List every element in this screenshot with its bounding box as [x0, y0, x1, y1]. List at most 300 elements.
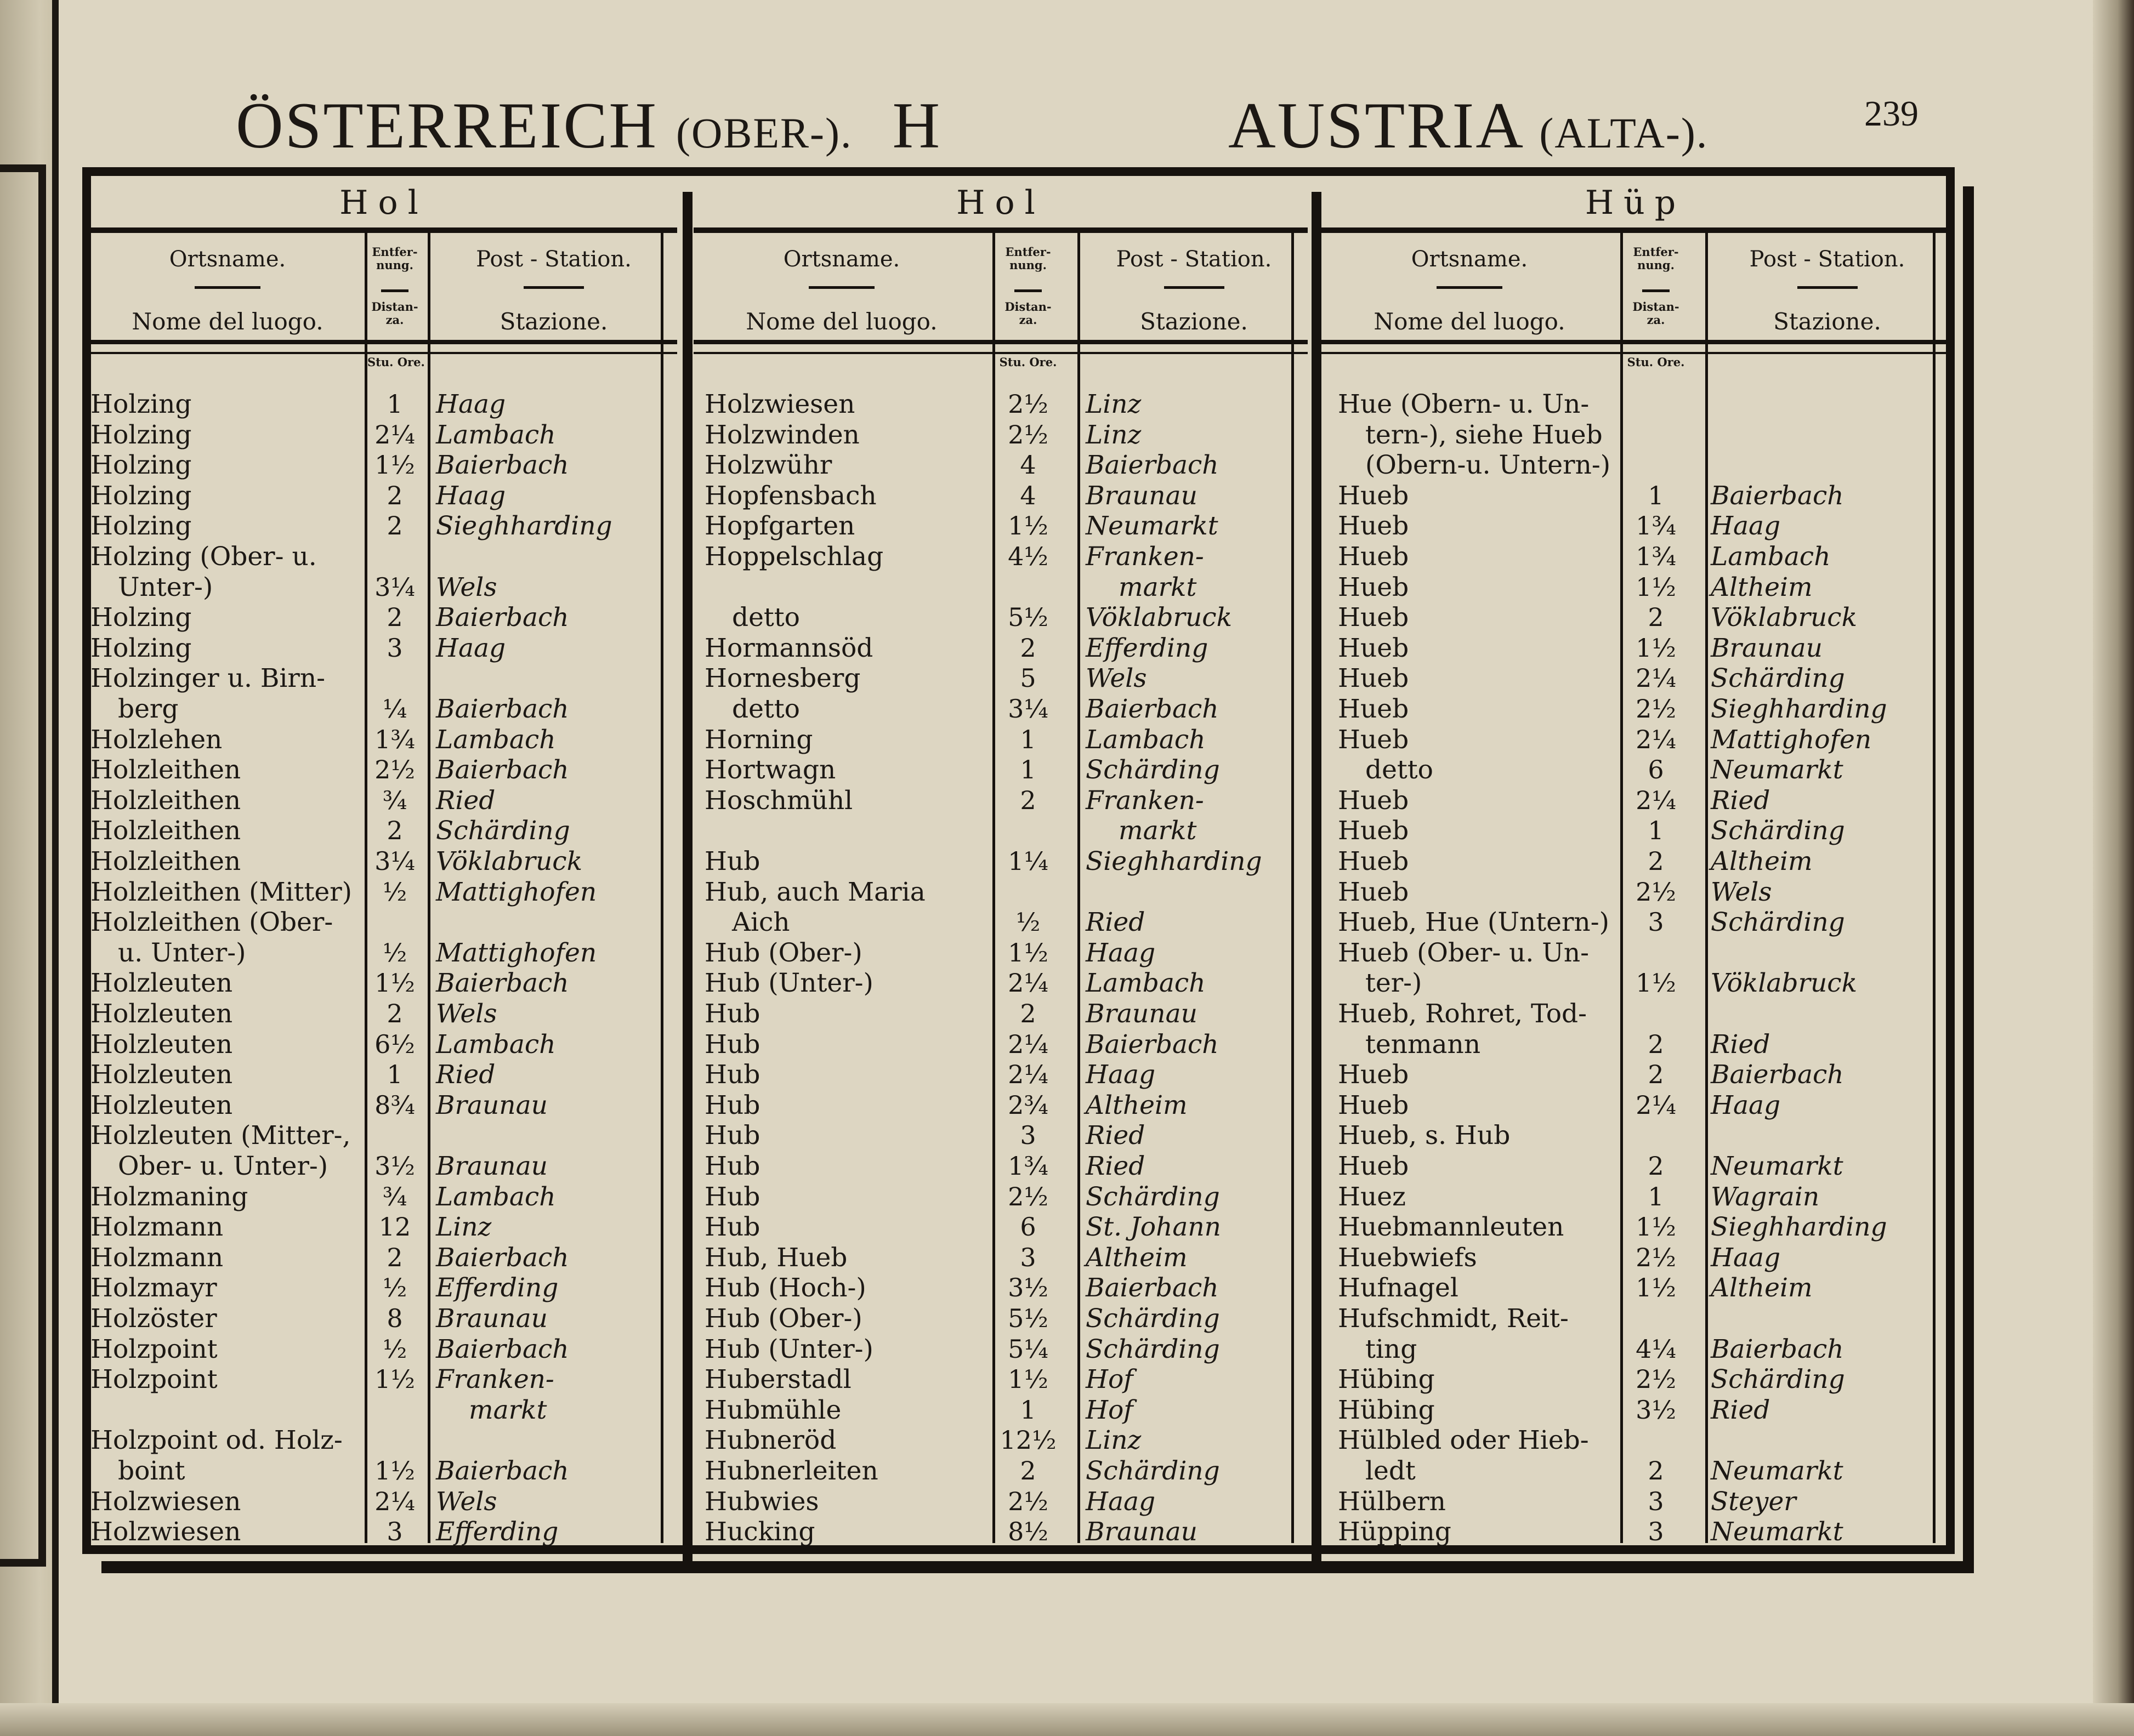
- distance: 1: [1648, 480, 1664, 510]
- place-name: Holzing (Ober- u.: [90, 542, 317, 572]
- header-letter: H: [892, 89, 942, 162]
- header-underline: [1437, 286, 1502, 289]
- place-name: Holzing: [90, 389, 192, 419]
- place-name: Hucking: [705, 1517, 815, 1547]
- place-name: Hopfgarten: [705, 511, 855, 542]
- distance: 3: [1648, 1517, 1664, 1547]
- place-name: tenmann: [1365, 1029, 1481, 1060]
- table-row: [694, 450, 1308, 480]
- table-row: [90, 938, 677, 968]
- post-station: Ried: [436, 1060, 496, 1090]
- distance: 5: [1020, 663, 1036, 693]
- distance: 2¼: [1008, 968, 1048, 998]
- post-station: Baierbach: [436, 694, 569, 724]
- distance: 8¾: [374, 1090, 415, 1120]
- post-station: Baierbach: [1711, 480, 1844, 511]
- place-name: Holzmann: [90, 1242, 224, 1273]
- table-row: [90, 1120, 677, 1151]
- table-row: [90, 1060, 677, 1090]
- place-name: Hue (Obern- u. Un-: [1338, 389, 1590, 419]
- distance: 2: [387, 816, 403, 846]
- header-nome-del-luogo: Nome del luogo.: [132, 308, 323, 335]
- post-station: Neumarkt: [1711, 1456, 1843, 1486]
- table-row: [90, 1487, 677, 1517]
- place-name: Hub: [705, 1120, 760, 1151]
- header-underline: [524, 286, 584, 289]
- post-station: Baierbach: [1086, 450, 1219, 481]
- distance: 2: [387, 602, 403, 633]
- table-row: [1321, 1517, 1949, 1547]
- post-station: Haag: [436, 389, 506, 419]
- place-name: Holzleithen: [90, 846, 241, 876]
- table-row: [694, 481, 1308, 511]
- page-edge-right: [2093, 0, 2134, 1736]
- place-name: Holzöster: [90, 1304, 217, 1334]
- distance: 4¼: [1636, 1334, 1676, 1364]
- distance: 1½: [1008, 1364, 1048, 1395]
- table-row: [694, 999, 1308, 1029]
- place-name: Hueb: [1338, 694, 1409, 724]
- table-row: [694, 1029, 1308, 1060]
- table-row: [90, 1212, 677, 1242]
- post-station: Lambach: [1086, 968, 1206, 999]
- post-station: Wels: [1711, 876, 1772, 907]
- post-station: Baierbach: [436, 1456, 569, 1486]
- distance: 2: [1020, 999, 1036, 1028]
- post-station: Baierbach: [1711, 1060, 1844, 1090]
- table-row: [1321, 968, 1949, 998]
- distance: 3½: [1008, 1273, 1048, 1303]
- distance: 2: [1648, 1060, 1664, 1090]
- post-station: Wels: [436, 572, 497, 602]
- table-row: [90, 999, 677, 1029]
- post-station: Baierbach: [1086, 694, 1219, 724]
- header-distanza: Distan- za.: [371, 300, 418, 327]
- distance: 1: [1648, 816, 1664, 846]
- post-station: markt: [469, 1395, 547, 1425]
- table-row: [1321, 1151, 1949, 1181]
- distance: 1: [1020, 724, 1036, 754]
- place-name: Holzing: [90, 480, 192, 511]
- distance: 2¼: [1636, 1090, 1676, 1120]
- title-rule: [1321, 227, 1949, 233]
- place-name: Hübing: [1338, 1395, 1435, 1425]
- place-name: Hub: [705, 846, 760, 876]
- table-row: [694, 389, 1308, 419]
- table-row: [90, 1029, 677, 1060]
- place-name: Holzing: [90, 602, 192, 633]
- header-post-station: Post - Station.: [1116, 247, 1272, 272]
- place-name: detto: [732, 694, 800, 724]
- table-row: [694, 542, 1308, 572]
- place-name: Holzwühr: [705, 450, 832, 481]
- table-row: [694, 786, 1308, 816]
- table-row: [694, 755, 1308, 785]
- distance: 1¾: [1636, 542, 1676, 571]
- place-name: Hufschmidt, Reit-: [1338, 1304, 1569, 1334]
- distance: 4: [1020, 480, 1036, 510]
- distance: 2½: [1008, 1181, 1048, 1211]
- post-station: Ried: [436, 785, 496, 816]
- table-row: [90, 450, 677, 480]
- place-name: Holzmann: [90, 1212, 224, 1243]
- distance: 1½: [1636, 968, 1676, 998]
- distance: 2¼: [1636, 724, 1676, 754]
- post-station: Braunau: [436, 1090, 548, 1120]
- place-name: detto: [732, 602, 800, 633]
- distance: 5¼: [1008, 1334, 1048, 1364]
- header-rule: [90, 352, 677, 354]
- place-name: Hopfensbach: [705, 480, 877, 511]
- table-row: [1321, 450, 1949, 480]
- post-station: Mattighofen: [1711, 724, 1872, 755]
- table-row: [694, 633, 1308, 663]
- post-station: Altheim: [1086, 1242, 1188, 1273]
- place-name: Hübing: [1338, 1364, 1435, 1395]
- table-row: [694, 694, 1308, 724]
- place-name: Huebwiefs: [1338, 1242, 1477, 1273]
- post-station: Schärding: [1086, 1181, 1220, 1212]
- post-station: Baierbach: [436, 602, 569, 633]
- place-name: Hub (Unter-): [705, 968, 873, 999]
- post-station: Schärding: [1086, 1334, 1220, 1364]
- post-station: Neumarkt: [1086, 511, 1218, 542]
- distance: 2: [1648, 1456, 1664, 1485]
- distance: 3¼: [374, 572, 415, 602]
- header-rule: [694, 352, 1308, 354]
- post-station: Efferding: [436, 1273, 559, 1304]
- header-underline: [1797, 286, 1858, 289]
- place-name: Hubneröd: [705, 1425, 837, 1456]
- distance: 2½: [1636, 1364, 1676, 1395]
- distance: 2¼: [1008, 1029, 1048, 1059]
- place-name: Hub, Hueb: [705, 1242, 848, 1273]
- post-station: Ried: [1711, 785, 1770, 816]
- post-station: Haag: [436, 480, 506, 511]
- table-row: [1321, 633, 1949, 663]
- place-name: Hueb: [1338, 633, 1409, 663]
- place-name: Hortwagn: [705, 755, 836, 786]
- place-name: Hueb, Hue (Untern-): [1338, 907, 1609, 938]
- place-name: Holzpoint od. Holz-: [90, 1425, 343, 1456]
- table-row: [1321, 602, 1949, 633]
- place-name: Hub: [705, 1151, 760, 1181]
- post-station: Sieghharding: [436, 511, 612, 542]
- place-name: Horning: [705, 724, 813, 755]
- table-row: [90, 1425, 677, 1455]
- table-row: [1321, 694, 1949, 724]
- table-row: [694, 968, 1308, 998]
- header-ortsname: Ortsname.: [783, 247, 900, 272]
- distance: 2½: [374, 755, 415, 785]
- distance: 3½: [1636, 1395, 1676, 1425]
- table-row: [1321, 511, 1949, 541]
- table-row: [1321, 481, 1949, 511]
- place-name: Hueb: [1338, 876, 1409, 907]
- distance: 1½: [374, 450, 415, 480]
- table-row: [90, 572, 677, 602]
- distance: 12½: [1000, 1425, 1057, 1455]
- table-row: [90, 1182, 677, 1212]
- place-name: Hueb: [1338, 480, 1409, 511]
- table-row: [1321, 1487, 1949, 1517]
- place-name: Hub: [705, 999, 760, 1029]
- title-rule: [90, 227, 677, 233]
- place-name: Hub: [705, 1029, 760, 1060]
- table-row: [90, 755, 677, 785]
- distance: 6: [1648, 755, 1664, 785]
- place-name: Holzing: [90, 419, 192, 450]
- post-station: Lambach: [1711, 542, 1831, 572]
- post-station: Haag: [1711, 511, 1781, 542]
- place-name: Holzleuten: [90, 1090, 233, 1120]
- distance: 2: [1020, 1456, 1036, 1485]
- post-station: Altheim: [1711, 846, 1813, 876]
- post-station: Linz: [436, 1212, 492, 1243]
- table-row: [694, 1120, 1308, 1151]
- table-row: [1321, 1090, 1949, 1120]
- distance: 2: [387, 1242, 403, 1272]
- distance: ½: [1015, 907, 1041, 937]
- post-station: Schärding: [1086, 1304, 1220, 1334]
- post-station: St. Johann: [1086, 1212, 1221, 1243]
- table-row: [694, 1334, 1308, 1364]
- distance: 12: [378, 1212, 411, 1242]
- place-name: Holzleithen: [90, 816, 241, 846]
- place-name: Hülbern: [1338, 1486, 1446, 1517]
- distance: 3½: [374, 1151, 415, 1181]
- table-row: [694, 816, 1308, 846]
- post-station: Braunau: [1711, 633, 1823, 663]
- table-row: [694, 1182, 1308, 1212]
- distance: 2: [1648, 602, 1664, 633]
- post-station: Lambach: [436, 1029, 556, 1060]
- header-entfernung: Entfer- nung.: [372, 245, 418, 272]
- distance: 2: [387, 511, 403, 541]
- post-station: Sieghharding: [1711, 1212, 1887, 1243]
- table-row: [90, 1304, 677, 1334]
- distance: 1¼: [1008, 846, 1048, 876]
- table-row: [694, 1425, 1308, 1455]
- post-station: Baierbach: [1711, 1334, 1844, 1364]
- table-row: [1321, 786, 1949, 816]
- post-station: Wels: [1086, 663, 1147, 694]
- place-name: Hueb: [1338, 816, 1409, 846]
- header-rule: [1321, 352, 1949, 354]
- table-row: [1321, 1456, 1949, 1486]
- distance: 2: [1020, 785, 1036, 815]
- post-station: Lambach: [436, 724, 556, 755]
- table-row: [90, 907, 677, 937]
- distance: 3: [1648, 1486, 1664, 1516]
- place-name: berg: [118, 694, 179, 724]
- place-name: Hufnagel: [1338, 1273, 1458, 1304]
- table-column: [1321, 181, 1949, 1547]
- place-name: Holzleuten (Mitter-,: [90, 1120, 351, 1151]
- post-station: Haag: [1711, 1090, 1781, 1120]
- table-row: [1321, 542, 1949, 572]
- post-station: Neumarkt: [1711, 1517, 1843, 1547]
- post-station: Haag: [436, 633, 506, 663]
- post-station: Franken-: [1086, 542, 1204, 572]
- post-station: Haag: [1086, 1060, 1156, 1090]
- table-row: [90, 1334, 677, 1364]
- header-stazione: Stazione.: [500, 308, 608, 335]
- place-name: Hülbled oder Hieb-: [1338, 1425, 1589, 1456]
- post-station: Schärding: [1711, 663, 1845, 694]
- distance: 4½: [1008, 542, 1048, 571]
- place-name: Unter-): [118, 572, 213, 602]
- post-station: Altheim: [1086, 1090, 1188, 1120]
- post-station: Braunau: [1086, 1517, 1197, 1547]
- place-name: boint: [118, 1456, 185, 1486]
- table-row: [90, 1456, 677, 1486]
- place-name: Hueb, s. Hub: [1338, 1120, 1511, 1151]
- table-row: [694, 877, 1308, 907]
- table-row: [694, 1151, 1308, 1181]
- header-underline: [1164, 286, 1224, 289]
- place-name: Hub (Unter-): [705, 1334, 873, 1364]
- place-name: Holzing: [90, 511, 192, 542]
- post-station: Hof: [1086, 1364, 1133, 1395]
- post-station: Sieghharding: [1711, 694, 1887, 724]
- distance: 2: [387, 480, 403, 510]
- distance: ½: [382, 876, 407, 907]
- place-name: Holzleithen: [90, 785, 241, 816]
- distance: 3: [1020, 1120, 1036, 1151]
- distance: ¼: [382, 694, 407, 724]
- table-row: [1321, 1243, 1949, 1273]
- table-row: [1321, 1395, 1949, 1425]
- post-station: Braunau: [1086, 999, 1197, 1029]
- table-row: [90, 542, 677, 572]
- header-underline: [1642, 289, 1670, 292]
- header-title-german: ÖSTERREICH: [236, 89, 659, 162]
- table-row: [90, 1517, 677, 1547]
- place-name: Holzleuten: [90, 999, 233, 1029]
- place-name: ter-): [1365, 968, 1422, 999]
- table-row: [90, 1243, 677, 1273]
- post-station: Altheim: [1711, 1273, 1813, 1304]
- distance: 1: [387, 1060, 403, 1090]
- table-row: [1321, 663, 1949, 693]
- distance: 3¼: [1008, 694, 1048, 724]
- table-row: [90, 389, 677, 419]
- place-name: Hüpping: [1338, 1517, 1451, 1547]
- distance: ½: [382, 937, 407, 967]
- post-station: markt: [1119, 572, 1197, 602]
- place-name: Hueb: [1338, 724, 1409, 755]
- table-row: [694, 1364, 1308, 1395]
- unit-label: Stu. Ore.: [1627, 355, 1685, 369]
- table-row: [694, 511, 1308, 541]
- header-sub-german: (OBER-).: [676, 109, 853, 157]
- header-entfernung: Entfer- nung.: [1005, 245, 1051, 272]
- header-distanza: Distan- za.: [1004, 300, 1052, 327]
- place-name: Hueb: [1338, 602, 1409, 633]
- post-station: Schärding: [1086, 1456, 1220, 1486]
- table-row: [1321, 907, 1949, 937]
- post-station: Mattighofen: [436, 876, 597, 907]
- table-row: [694, 1395, 1308, 1425]
- distance: 2¼: [374, 419, 415, 449]
- distance: 2½: [1008, 389, 1048, 419]
- post-station: Ried: [1086, 1151, 1145, 1181]
- post-station: Ried: [1086, 1120, 1145, 1151]
- header-post-station: Post - Station.: [476, 247, 632, 272]
- table-row: [1321, 725, 1949, 755]
- place-name: Hueb, Rohret, Tod-: [1338, 999, 1587, 1029]
- distance: 1½: [1636, 1212, 1676, 1242]
- place-name: Huez: [1338, 1181, 1406, 1212]
- table-row: [694, 1304, 1308, 1334]
- place-name: Holzing: [90, 633, 192, 663]
- post-station: Schärding: [1086, 755, 1220, 786]
- distance: 2½: [1008, 419, 1048, 449]
- place-name: Holzwiesen: [90, 1517, 241, 1547]
- table-row: [1321, 1304, 1949, 1334]
- table-row: [1321, 999, 1949, 1029]
- table-row: [90, 633, 677, 663]
- distance: 2½: [1636, 694, 1676, 724]
- table-row: [90, 1364, 677, 1395]
- distance: ½: [382, 1334, 407, 1364]
- distance: 2½: [1008, 1486, 1048, 1516]
- post-station: Haag: [1086, 1486, 1156, 1517]
- table-row: [90, 602, 677, 633]
- table-row: [90, 511, 677, 541]
- distance: 1½: [1008, 937, 1048, 967]
- header-sub-italian: (ALTA-).: [1539, 109, 1709, 157]
- table-row: [90, 877, 677, 907]
- post-station: Haag: [1711, 1242, 1781, 1273]
- distance: 3¼: [374, 846, 415, 876]
- column-title: Hüp: [1585, 184, 1686, 222]
- place-name: Holzwinden: [705, 419, 860, 450]
- post-station: Neumarkt: [1711, 755, 1843, 786]
- header-nome-del-luogo: Nome del luogo.: [746, 308, 938, 335]
- table-row: [90, 968, 677, 998]
- table-row: [90, 694, 677, 724]
- table-row: [1321, 1273, 1949, 1303]
- place-name: Holzleuten: [90, 1060, 233, 1090]
- place-name: Huebmannleuten: [1338, 1212, 1564, 1243]
- place-name: Huberstadl: [705, 1364, 852, 1395]
- table-row: [1321, 816, 1949, 846]
- distance: 1: [1020, 755, 1036, 785]
- table-row: [694, 1090, 1308, 1120]
- table-row: [694, 572, 1308, 602]
- distance: 1¾: [374, 724, 415, 754]
- distance: 1¾: [1008, 1151, 1048, 1181]
- post-station: Schärding: [436, 816, 570, 846]
- post-station: Wels: [436, 999, 497, 1029]
- header-rule: [694, 340, 1308, 344]
- distance: 2¼: [1008, 1060, 1048, 1090]
- place-name: Hueb (Ober- u. Un-: [1338, 937, 1590, 968]
- distance: 8: [387, 1304, 403, 1333]
- distance: 3: [387, 633, 403, 663]
- place-name: Hub: [705, 1090, 760, 1120]
- post-station: Vöklabruck: [1711, 602, 1858, 633]
- distance: 2¼: [1636, 663, 1676, 693]
- header-stazione: Stazione.: [1773, 308, 1881, 335]
- place-name: Hubwies: [705, 1486, 819, 1517]
- place-name: Holzmayr: [90, 1273, 217, 1304]
- page-number: 239: [1864, 94, 1919, 134]
- post-station: Ried: [1711, 1395, 1770, 1425]
- post-station: Hof: [1086, 1395, 1133, 1425]
